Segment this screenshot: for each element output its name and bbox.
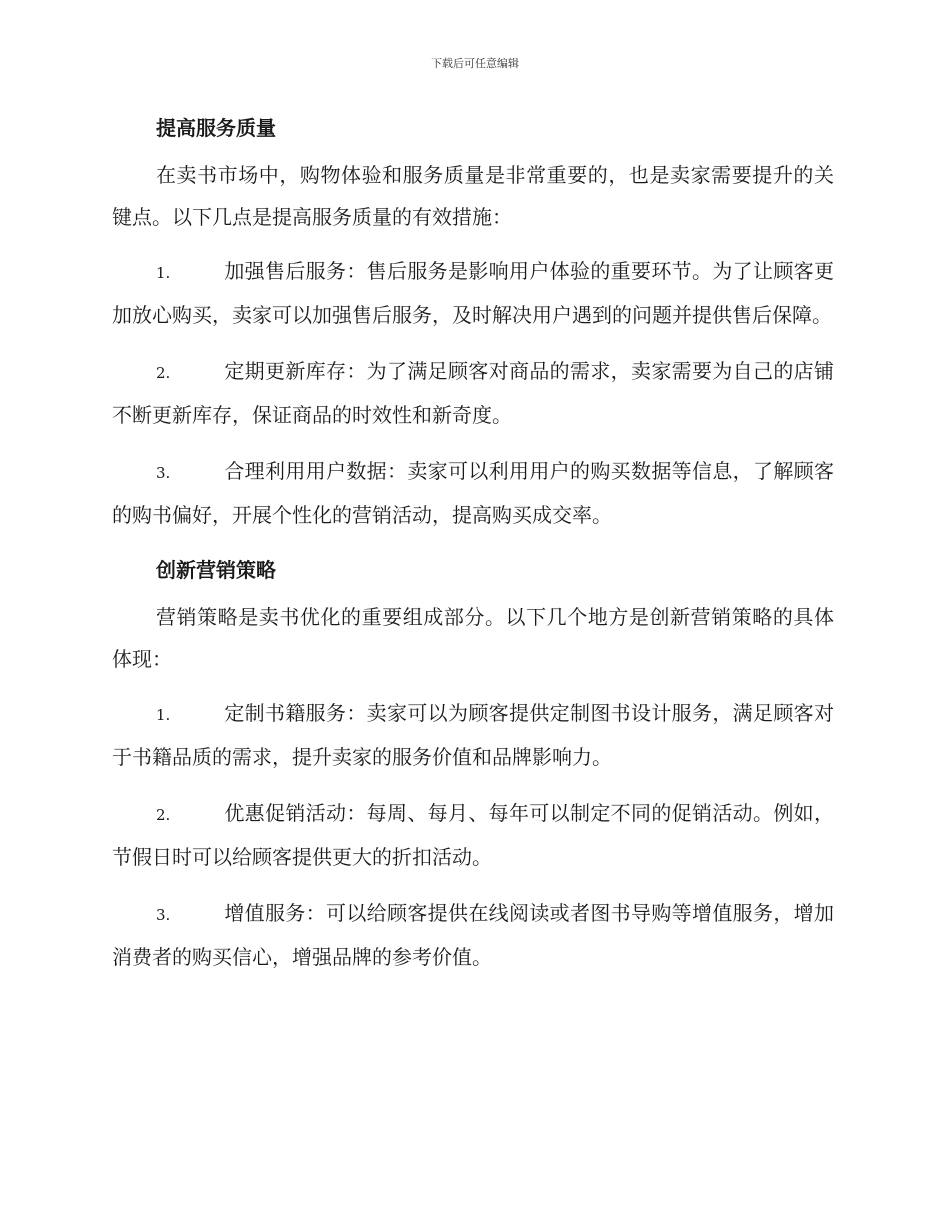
list-item-text: 加强售后服务：售后服务是影响用户体验的重要环节。为了让顾客更加放心购买，卖家可以加强售后服务，及时解决用户遇到的问题并提供售后保障。 bbox=[112, 259, 834, 327]
section-intro: 在卖书市场中，购物体验和服务质量是非常重要的，也是卖家需要提升的关键点。以下几点是提高服务质量的有效措施： bbox=[112, 163, 834, 229]
section-heading: 提高服务质量 bbox=[156, 116, 276, 140]
list-item-number: 2. bbox=[156, 364, 171, 382]
list-item-text: 定制书籍服务：卖家可以为顾客提供定制图书设计服务，满足顾客对于书籍品质的需求，提升卖家的服务价值和品牌影响力。 bbox=[112, 701, 834, 769]
list-item-number: 1. bbox=[156, 264, 171, 282]
section-heading: 创新营销策略 bbox=[156, 558, 276, 582]
header-note: 下载后可任意编辑 bbox=[431, 57, 519, 70]
list-item bbox=[112, 692, 834, 778]
list-item-text: 合理利用用户数据：卖家可以利用用户的购买数据等信息，了解顾客的购书偏好，开展个性化的营销活动，提高购买成交率。 bbox=[112, 459, 834, 527]
list-item-number: 2. bbox=[156, 806, 171, 824]
list-item-number: 3. bbox=[156, 464, 171, 482]
list-item bbox=[112, 450, 834, 536]
list-item-number: 3. bbox=[156, 906, 171, 924]
section-marketing-strategy bbox=[112, 550, 834, 978]
list-item-text: 定期更新库存：为了满足顾客对商品的需求，卖家需要为自己的店铺不断更新库存，保证商品的时效性和新奇度。 bbox=[112, 359, 834, 427]
list-item bbox=[112, 792, 834, 878]
list-item-number: 1. bbox=[156, 706, 171, 724]
list-item-text: 优惠促销活动：每周、每月、每年可以制定不同的促销活动。例如，节假日时可以给顾客提供更大的折扣活动。 bbox=[112, 801, 834, 869]
list-item-text: 增值服务：可以给顾客提供在线阅读或者图书导购等增值服务，增加消费者的购买信心，增强品牌的参考价值。 bbox=[112, 901, 834, 969]
list-item bbox=[112, 892, 834, 978]
section-service-quality bbox=[112, 108, 834, 536]
section-intro: 营销策略是卖书优化的重要组成部分。以下几个地方是创新营销策略的具体体现： bbox=[112, 605, 834, 671]
list-item bbox=[112, 250, 834, 336]
list-item bbox=[112, 350, 834, 436]
document-body bbox=[112, 108, 834, 992]
